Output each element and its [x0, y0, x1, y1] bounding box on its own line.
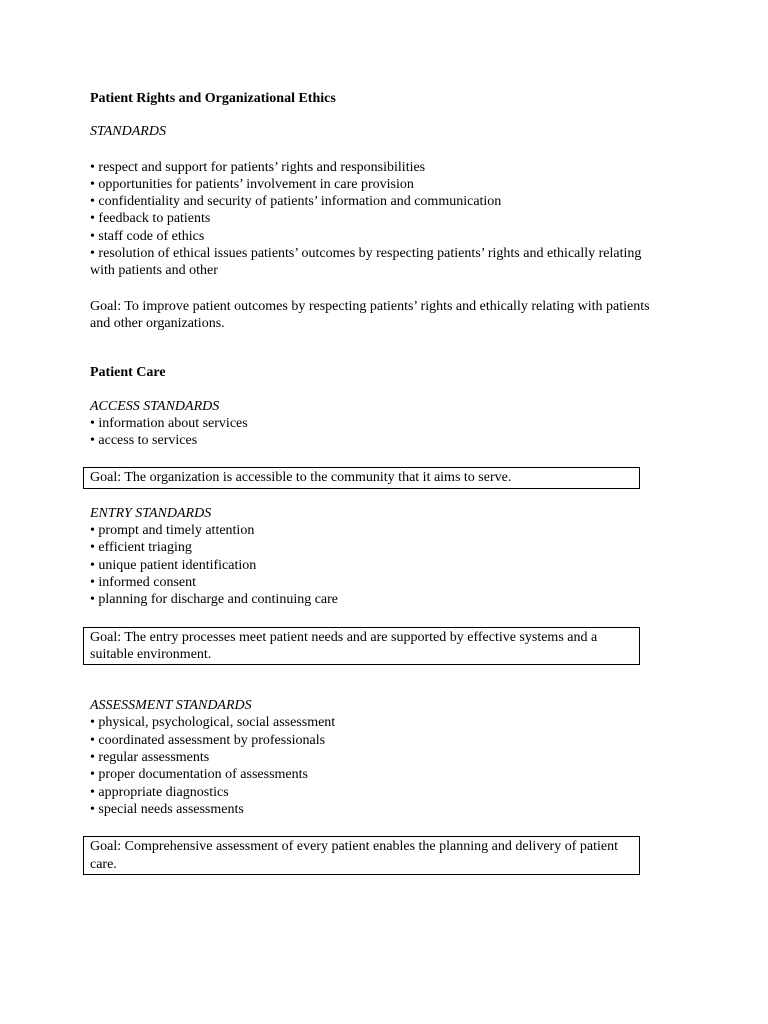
- list-item: • coordinated assessment by professionals: [90, 732, 326, 748]
- list-item: • information about services: [90, 415, 248, 431]
- bullet-icon: •: [90, 433, 95, 449]
- subheading-access-standards: ACCESS STANDARDS: [90, 398, 220, 414]
- bullet-icon: •: [90, 767, 95, 783]
- list-item: • informed consent: [90, 574, 196, 590]
- goal-box-entry: [83, 627, 640, 666]
- list-item: • respect and support for patients’ rights and responsibilities: [90, 159, 426, 175]
- subheading-assessment-standards: ASSESSMENT STANDARDS: [90, 698, 252, 714]
- list-item: • appropriate diagnostics: [90, 784, 229, 800]
- list-item: • efficient triaging: [90, 540, 192, 556]
- list-item: • resolution of ethical issues patients’ outcomes by respecting patients’ rights and ethically relating with patients and other: [90, 246, 642, 279]
- bullet-icon: •: [90, 784, 95, 800]
- goal-access-text: Goal: The organization is accessible to the community that it aims to serve.: [90, 470, 512, 486]
- list-item: • regular assessments: [90, 750, 210, 766]
- list-item: • planning for discharge and continuing care: [90, 592, 339, 608]
- bullet-icon: •: [90, 523, 95, 539]
- assessment-standards-list: [90, 714, 650, 818]
- entry-standards-list: [90, 522, 650, 608]
- bullet-icon: •: [90, 246, 95, 262]
- goal-box-assessment: [83, 836, 640, 875]
- bullet-icon: •: [90, 415, 95, 431]
- goal-box-access: [83, 467, 640, 488]
- bullet-icon: •: [90, 159, 95, 175]
- section-title-patient-rights: Patient Rights and Organizational Ethics: [90, 91, 336, 106]
- list-item: • feedback to patients: [90, 211, 211, 227]
- list-item: • staff code of ethics: [90, 228, 205, 244]
- bullet-icon: •: [90, 557, 95, 573]
- document-content: [90, 90, 650, 875]
- list-item: • prompt and timely attention: [90, 523, 255, 539]
- bullet-icon: •: [90, 732, 95, 748]
- bullet-icon: •: [90, 176, 95, 192]
- bullet-icon: •: [90, 801, 95, 817]
- list-item: • confidentiality and security of patients’ information and communication: [90, 194, 502, 210]
- bullet-icon: •: [90, 574, 95, 590]
- list-item: • opportunities for patients’ involvement in care provision: [90, 176, 414, 192]
- access-standards-list: [90, 415, 650, 450]
- bullet-icon: •: [90, 592, 95, 608]
- bullet-icon: •: [90, 540, 95, 556]
- bullet-icon: •: [90, 228, 95, 244]
- section-title-patient-care: Patient Care: [90, 365, 166, 381]
- list-item: • physical, psychological, social assessment: [90, 715, 336, 731]
- goal-assessment-text: Goal: Comprehensive assessment of every patient enables the planning and delivery of patient care.: [90, 839, 618, 872]
- goal-entry-text: Goal: The entry processes meet patient needs and are supported by effective systems and a suitable environment.: [90, 629, 598, 662]
- bullet-icon: •: [90, 715, 95, 731]
- bullet-icon: •: [90, 750, 95, 766]
- list-item: • special needs assessments: [90, 801, 244, 817]
- list-item: • proper documentation of assessments: [90, 767, 308, 783]
- subheading-standards: STANDARDS: [90, 124, 166, 140]
- standards-list: [90, 159, 650, 280]
- bullet-icon: •: [90, 211, 95, 227]
- list-item: • access to services: [90, 433, 198, 449]
- bullet-icon: •: [90, 194, 95, 210]
- subheading-entry-standards: ENTRY STANDARDS: [90, 505, 212, 521]
- goal-patient-rights: Goal: To improve patient outcomes by respecting patients’ rights and ethically relating with patients and other organizations.: [90, 298, 650, 331]
- list-item: • unique patient identification: [90, 557, 257, 573]
